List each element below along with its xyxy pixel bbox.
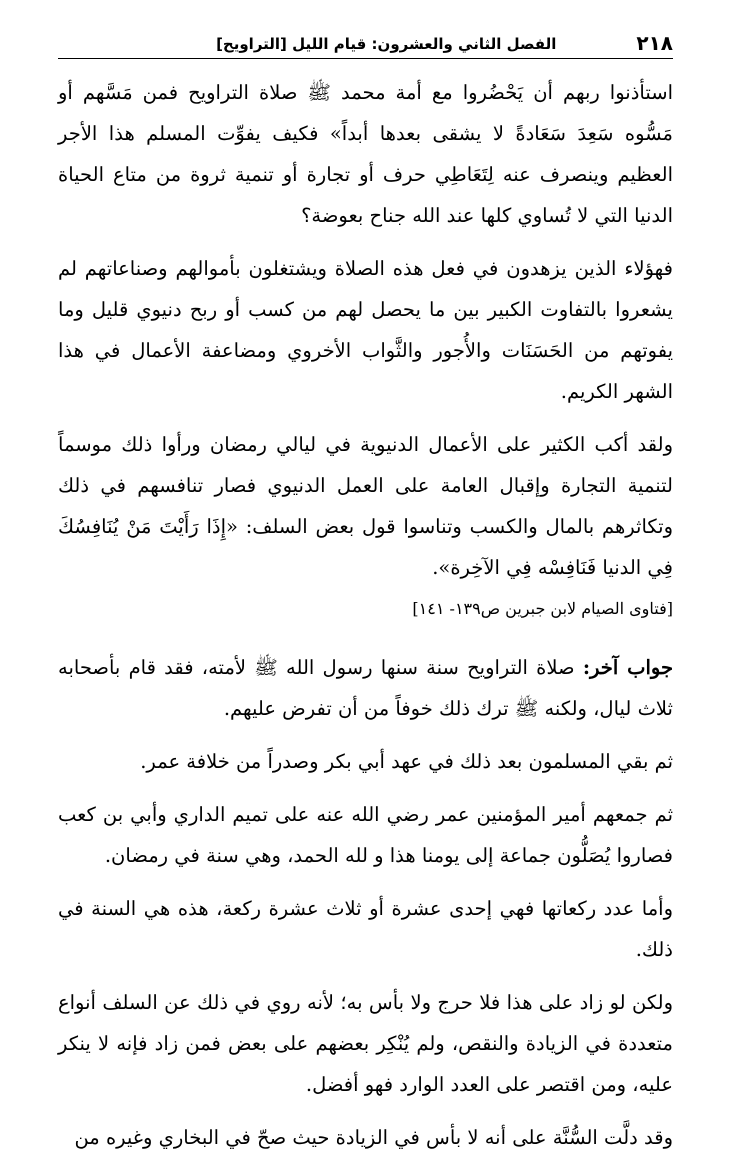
- answer-paragraph: [58, 647, 673, 729]
- running-title: الفصل الثاني والعشرون: قيام الليل [التراويح]: [216, 35, 557, 53]
- paragraph: استأذنوا ربهم أن يَحْضُروا مع أمة محمد ﷺ صلاة التراويح فمن مَسَّهم أو مَسُّوه سَعِدَ سَعَادةً لا يشقى بعدها أبداً» فكيف يفوِّت المسلم هذا الأجر العظيم وينصرف عنه لِتَعَاطِي حرف أو تجارة أو تنمية ثروة من متاع الحياة الدنيا التي لا تُساوي كلها عند الله جناح بعوضة؟: [58, 81, 673, 227]
- paragraph: ولكن لو زاد على هذا فلا حرج ولا بأس به؛ لأنه روي في ذلك عن السلف أنواع متعددة في الزيادة والنقص، ولم يُنْكِر بعضهم على بعض فمن زاد فإنه لا ينكر عليه، ومن اقتصر على العدد الوارد فهو أفضل.: [58, 991, 673, 1096]
- paragraph: ثم بقي المسلمون بعد ذلك في عهد أبي بكر وصدراً من خلافة عمر.: [140, 750, 673, 773]
- answer-text: صلاة التراويح سنة سنها رسول الله ﷺ لأمته، فقد قام بأصحابه ثلاث ليال، ولكنه ﷺ ترك ذلك خوفاً من أن تفرض عليهم.: [58, 656, 673, 720]
- body-text: [58, 72, 673, 1158]
- paragraph: وقد دلَّت السُّنَّة على أنه لا بأس في الزيادة حيث صحّ في البخاري وغيره من: [74, 1126, 673, 1149]
- paragraph: فهؤلاء الذين يزهدون في فعل هذه الصلاة ويشتغلون بأموالهم وصناعاتهم لم يشعروا بالتفاوت الكبير بين ما يحصل لهم من كسب أو ربح دنيوي قليل وما يفوتهم من الحَسَنَات والأُجور والثَّواب الأخروي ومضاعفة الأعمال في هذا الشهر الكريم.: [58, 257, 673, 403]
- citation-reference: [فتاوى الصيام لابن جبرين ص١٣٩- ١٤١]: [412, 599, 673, 618]
- paragraph: ولقد أكب الكثير على الأعمال الدنيوية في ليالي رمضان ورأوا ذلك موسماً لتنمية التجارة وإقبال العامة على العمل الدنيوي فصار تنافسهم في ذلك وتكاثرهم بالمال والكسب وتناسوا قول بعض السلف: «إِذَا رَأَيْتَ مَنْ يُنَافِسُكَ فِي الدنيا فَنَافِسْه فِي الآخِرة».: [58, 433, 673, 579]
- page-header: [58, 30, 673, 59]
- paragraph: وأما عدد ركعاتها فهي إحدى عشرة أو ثلاث عشرة ركعة، هذه هي السنة في ذلك.: [58, 897, 673, 961]
- paragraph: ثم جمعهم أمير المؤمنين عمر رضي الله عنه على تميم الداري وأبي بن كعب فصاروا يُصَلُّون جماعة إلى يومنا هذا و لله الحمد، وهي سنة في رمضان.: [58, 803, 673, 867]
- answer-label: جواب آخر:: [582, 656, 674, 679]
- page-number: ٢١٨: [636, 31, 673, 55]
